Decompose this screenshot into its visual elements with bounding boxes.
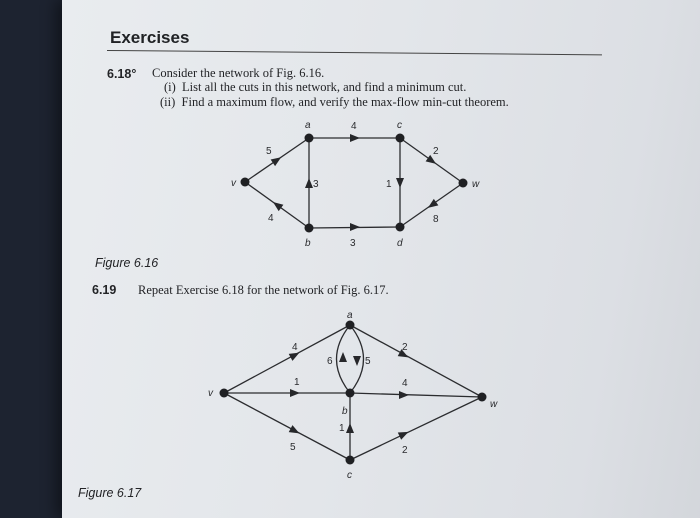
exercise-6-18-number: 6.18° — [107, 67, 137, 81]
node-label-c: c — [347, 470, 352, 481]
exercise-6-18-part-i: (i) List all the cuts in this network, and find a minimum cut. — [164, 80, 467, 94]
cap-c-d: 1 — [386, 179, 392, 190]
node-b — [346, 389, 355, 398]
node-label-b: b — [342, 406, 348, 417]
arrow-a-c — [350, 134, 360, 142]
figure-6-16-arrows — [271, 134, 439, 231]
node-label-c: c — [397, 120, 402, 131]
cap-b-a: 5 — [365, 356, 371, 367]
node-b — [305, 224, 314, 233]
node-c — [396, 134, 405, 143]
cap-a-w: 2 — [402, 342, 408, 353]
arrow-v-b — [290, 389, 300, 397]
node-label-v: v — [208, 388, 213, 399]
figure-6-16-caption: Figure 6.16 — [95, 256, 159, 270]
arrow-c-b — [346, 423, 354, 433]
arrow-a-b-curve — [339, 352, 347, 362]
exercise-6-19-number: 6.19 — [92, 283, 117, 297]
cap-a-b: 6 — [327, 356, 333, 367]
node-w — [459, 179, 468, 188]
node-label-w: w — [490, 399, 498, 410]
exercise-6-18-text: Consider the network of Fig. 6.16. — [152, 66, 325, 80]
figure-6-17-caption: Figure 6.17 — [78, 486, 142, 500]
arrow-b-a-curve — [353, 356, 361, 366]
cap-b-d: 3 — [350, 238, 356, 249]
arrow-b-d — [350, 223, 360, 231]
cap-v-a: 4 — [292, 342, 298, 353]
node-w — [478, 393, 487, 402]
node-label-a: a — [347, 310, 353, 321]
cap-d-w: 8 — [433, 214, 439, 225]
cap-a-c: 4 — [351, 121, 357, 132]
node-label-d: d — [397, 238, 403, 249]
arrow-c-w — [398, 428, 410, 439]
cap-c-w: 2 — [402, 445, 408, 456]
edge-v-c — [224, 393, 350, 460]
arrow-b-w — [399, 391, 409, 399]
cap-c-b: 1 — [339, 423, 345, 434]
cap-v-a: 5 — [266, 146, 272, 157]
arrow-d-w — [426, 199, 439, 211]
arrow-c-d — [396, 178, 404, 188]
arrow-v-b — [271, 199, 284, 211]
node-label-w: w — [472, 179, 480, 190]
exercise-6-19-text: Repeat Exercise 6.18 for the network of Fig. 6.17. — [138, 283, 389, 297]
cap-b-a: 3 — [313, 179, 319, 190]
node-label-b: b — [305, 238, 311, 249]
figure-6-16 — [245, 138, 463, 228]
section-heading: Exercises — [110, 28, 190, 47]
node-v — [241, 178, 250, 187]
edge-b-w — [350, 393, 482, 397]
cap-v-b: 4 — [268, 213, 274, 224]
node-d — [396, 223, 405, 232]
node-a — [305, 134, 314, 143]
node-label-v: v — [231, 178, 236, 189]
arrow-v-c — [289, 425, 302, 437]
node-a — [346, 321, 355, 330]
cap-b-w: 4 — [402, 378, 408, 389]
edge-c-w — [350, 397, 482, 460]
node-c — [346, 456, 355, 465]
cap-c-w: 2 — [433, 146, 439, 157]
node-label-a: a — [305, 120, 311, 131]
arrow-v-a — [271, 154, 284, 166]
cap-v-b: 1 — [294, 377, 300, 388]
exercise-6-18-part-ii: (ii) Find a maximum flow, and verify the max-flow min-cut theorem. — [160, 95, 509, 109]
cap-v-c: 5 — [290, 442, 296, 453]
arrow-b-a — [305, 178, 313, 188]
node-v — [220, 389, 229, 398]
